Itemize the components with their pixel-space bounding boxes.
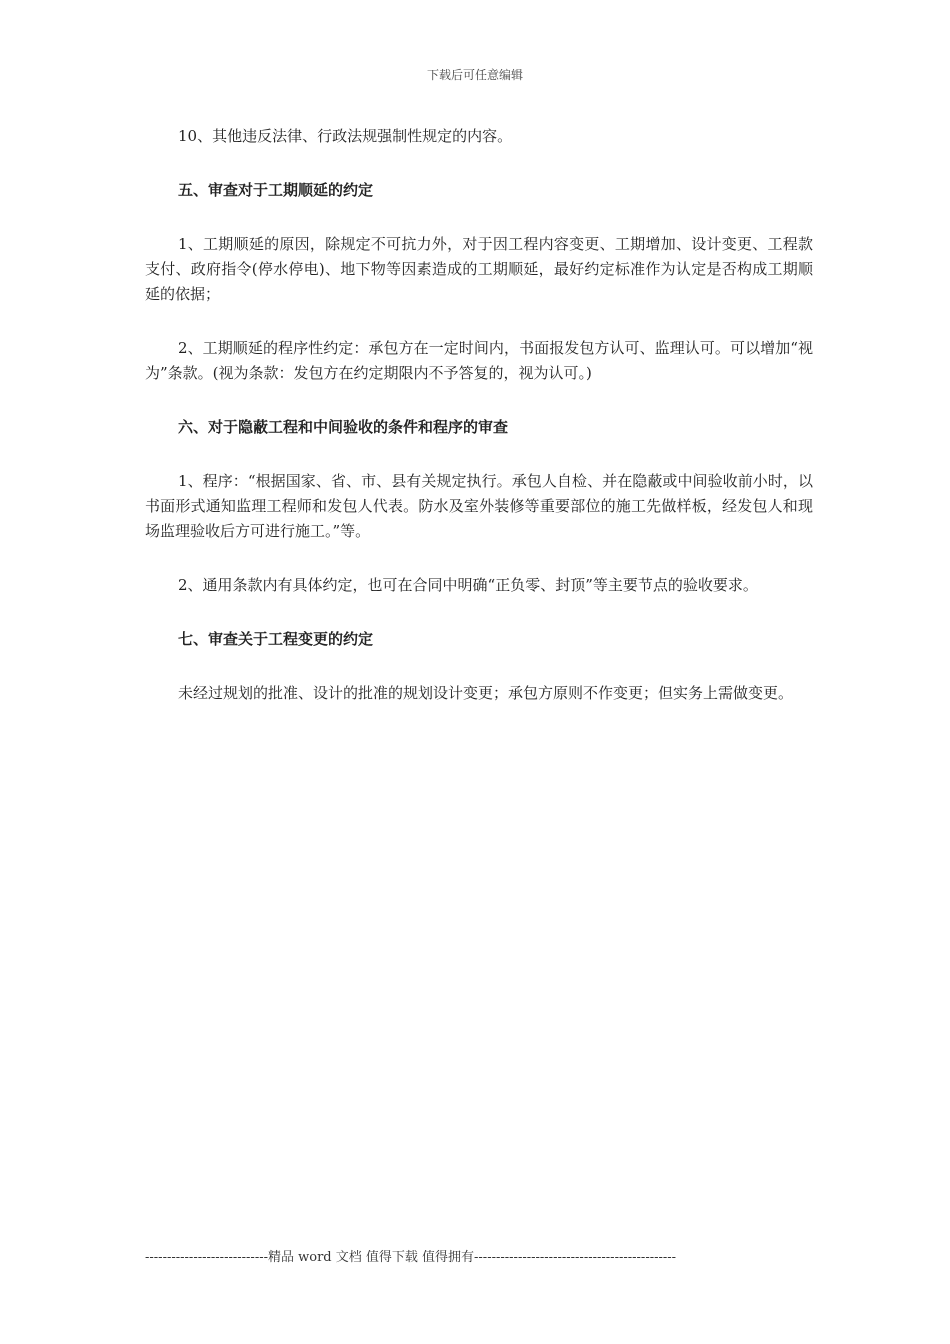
- paragraph-inspection-procedure: 1、程序：“根据国家、省、市、县有关规定执行。承包人自检、并在隐蔽或中间验收前小时，以书面形式通知监理工程师和发包人代表。防水及室外装修等重要部位的施工先做样板，经发包人和现场监理验收后方可进行施工。”等。: [145, 472, 813, 540]
- section-heading-7: 七、审查关于工程变更的约定: [178, 630, 374, 648]
- page-footer: ----------------------------精品 word 文档 值得下载 值得拥有----------------------------------------------: [145, 1250, 677, 1265]
- paragraph-item-10: 10、其他违反法律、行政法规强制性规定的内容。: [178, 127, 513, 145]
- section-heading-5: 五、审查对于工期顺延的约定: [178, 181, 374, 199]
- page-header: 下载后可任意编辑: [426, 68, 523, 82]
- paragraph-delay-procedure: 2、工期顺延的程序性约定：承包方在一定时间内，书面报发包方认可、监理认可。可以增加“视为”条款。(视为条款：发包方在约定期限内不予答复的，视为认可。): [145, 339, 813, 382]
- paragraph-engineering-change: 未经过规划的批准、设计的批准的规划设计变更；承包方原则不作变更；但实务上需做变更。: [178, 684, 794, 702]
- paragraph-general-clauses: 2、通用条款内有具体约定，也可在合同中明确“正负零、封顶”等主要节点的验收要求。: [178, 576, 758, 594]
- section-heading-6: 六、对于隐蔽工程和中间验收的条件和程序的审查: [178, 418, 509, 436]
- paragraph-delay-reasons: 1、工期顺延的原因，除规定不可抗力外，对于因工程内容变更、工期增加、设计变更、工程款支付、政府指令(停水停电)、地下物等因素造成的工期顺延，最好约定标准作为认定是否构成工期顺延的依据；: [145, 235, 813, 303]
- document-body: [145, 124, 813, 735]
